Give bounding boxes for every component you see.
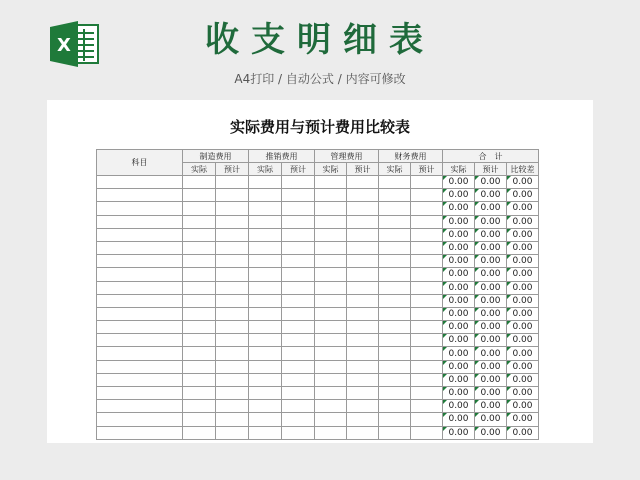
value-cell[interactable] xyxy=(183,347,216,360)
value-cell[interactable] xyxy=(347,373,379,386)
sub-header-diff: 比较差 xyxy=(507,163,539,176)
sub-header-forecast: 预计 xyxy=(282,163,315,176)
value-cell[interactable] xyxy=(216,347,249,360)
value-cell[interactable] xyxy=(379,281,411,294)
value-cell[interactable] xyxy=(183,215,216,228)
value-cell[interactable] xyxy=(411,202,443,215)
value-cell[interactable] xyxy=(411,241,443,254)
value-cell[interactable] xyxy=(216,413,249,426)
total-diff-cell[interactable]: 0.00 xyxy=(507,294,539,307)
value-cell[interactable] xyxy=(347,268,379,281)
value-cell[interactable] xyxy=(411,176,443,189)
value-cell[interactable] xyxy=(282,387,315,400)
value-cell[interactable] xyxy=(315,241,347,254)
value-cell[interactable] xyxy=(282,228,315,241)
total-actual-cell[interactable]: 0.00 xyxy=(443,387,475,400)
total-diff-cell[interactable]: 0.00 xyxy=(507,228,539,241)
value-cell[interactable] xyxy=(249,321,282,334)
value-cell[interactable] xyxy=(315,281,347,294)
subject-cell[interactable] xyxy=(97,387,183,400)
value-cell[interactable] xyxy=(411,413,443,426)
value-cell[interactable] xyxy=(379,400,411,413)
value-cell[interactable] xyxy=(315,255,347,268)
value-cell[interactable] xyxy=(315,202,347,215)
total-actual-cell[interactable]: 0.00 xyxy=(443,255,475,268)
total-forecast-cell[interactable]: 0.00 xyxy=(475,268,507,281)
total-actual-cell[interactable]: 0.00 xyxy=(443,400,475,413)
table-row xyxy=(97,228,539,241)
total-forecast-cell[interactable]: 0.00 xyxy=(475,294,507,307)
table-row xyxy=(97,268,539,281)
total-diff-cell[interactable]: 0.00 xyxy=(507,268,539,281)
value-cell[interactable] xyxy=(347,426,379,439)
subject-cell[interactable] xyxy=(97,255,183,268)
value-cell[interactable] xyxy=(379,228,411,241)
total-forecast-cell[interactable]: 0.00 xyxy=(475,373,507,386)
value-cell[interactable] xyxy=(379,360,411,373)
total-diff-cell[interactable]: 0.00 xyxy=(507,373,539,386)
value-cell[interactable] xyxy=(411,426,443,439)
value-cell[interactable] xyxy=(282,189,315,202)
total-diff-cell[interactable]: 0.00 xyxy=(507,307,539,320)
table-row xyxy=(97,426,539,439)
value-cell[interactable] xyxy=(183,202,216,215)
value-cell[interactable] xyxy=(183,189,216,202)
total-diff-cell[interactable]: 0.00 xyxy=(507,360,539,373)
total-diff-cell[interactable]: 0.00 xyxy=(507,347,539,360)
value-cell[interactable] xyxy=(282,426,315,439)
total-forecast-cell[interactable]: 0.00 xyxy=(475,215,507,228)
total-actual-cell[interactable]: 0.00 xyxy=(443,176,475,189)
value-cell[interactable] xyxy=(249,189,282,202)
value-cell[interactable] xyxy=(347,202,379,215)
subject-cell[interactable] xyxy=(97,241,183,254)
value-cell[interactable] xyxy=(347,360,379,373)
value-cell[interactable] xyxy=(216,189,249,202)
value-cell[interactable] xyxy=(282,268,315,281)
value-cell[interactable] xyxy=(411,387,443,400)
value-cell[interactable] xyxy=(379,294,411,307)
value-cell[interactable] xyxy=(249,387,282,400)
sub-header-actual: 实际 xyxy=(379,163,411,176)
total-diff-cell[interactable]: 0.00 xyxy=(507,413,539,426)
spreadsheet-preview xyxy=(47,100,593,443)
value-cell[interactable] xyxy=(183,176,216,189)
table-row xyxy=(97,241,539,254)
table-row xyxy=(97,202,539,215)
value-cell[interactable] xyxy=(411,268,443,281)
value-cell[interactable] xyxy=(379,202,411,215)
sub-header-actual: 实际 xyxy=(443,163,475,176)
value-cell[interactable] xyxy=(315,228,347,241)
value-cell[interactable] xyxy=(282,176,315,189)
header xyxy=(0,0,640,100)
table-row xyxy=(97,347,539,360)
value-cell[interactable] xyxy=(216,268,249,281)
value-cell[interactable] xyxy=(347,294,379,307)
subject-cell[interactable] xyxy=(97,268,183,281)
value-cell[interactable] xyxy=(249,307,282,320)
value-cell[interactable] xyxy=(411,321,443,334)
value-cell[interactable] xyxy=(249,400,282,413)
total-actual-cell[interactable]: 0.00 xyxy=(443,268,475,281)
value-cell[interactable] xyxy=(379,373,411,386)
table-row xyxy=(97,176,539,189)
total-forecast-cell[interactable]: 0.00 xyxy=(475,426,507,439)
value-cell[interactable] xyxy=(249,281,282,294)
value-cell[interactable] xyxy=(183,255,216,268)
value-cell[interactable] xyxy=(315,334,347,347)
total-diff-cell[interactable]: 0.00 xyxy=(507,241,539,254)
value-cell[interactable] xyxy=(282,413,315,426)
total-forecast-cell[interactable]: 0.00 xyxy=(475,321,507,334)
subject-cell[interactable] xyxy=(97,413,183,426)
value-cell[interactable] xyxy=(249,294,282,307)
total-header: 合 计 xyxy=(443,150,539,163)
value-cell[interactable] xyxy=(315,294,347,307)
value-cell[interactable] xyxy=(282,360,315,373)
value-cell[interactable] xyxy=(282,334,315,347)
total-forecast-cell[interactable]: 0.00 xyxy=(475,347,507,360)
value-cell[interactable] xyxy=(379,387,411,400)
value-cell[interactable] xyxy=(183,360,216,373)
value-cell[interactable] xyxy=(347,241,379,254)
sub-header-actual: 实际 xyxy=(315,163,347,176)
value-cell[interactable] xyxy=(347,307,379,320)
comparison-table xyxy=(96,149,539,440)
value-cell[interactable] xyxy=(347,189,379,202)
value-cell[interactable] xyxy=(282,215,315,228)
total-forecast-cell[interactable]: 0.00 xyxy=(475,387,507,400)
value-cell[interactable] xyxy=(315,189,347,202)
value-cell[interactable] xyxy=(347,228,379,241)
total-actual-cell[interactable]: 0.00 xyxy=(443,294,475,307)
table-row xyxy=(97,400,539,413)
total-forecast-cell[interactable]: 0.00 xyxy=(475,189,507,202)
table-row xyxy=(97,307,539,320)
value-cell[interactable] xyxy=(249,176,282,189)
page-title: 收支明细表 xyxy=(205,20,435,60)
value-cell[interactable] xyxy=(347,281,379,294)
total-actual-cell[interactable]: 0.00 xyxy=(443,281,475,294)
value-cell[interactable] xyxy=(282,241,315,254)
table-row xyxy=(97,373,539,386)
value-cell[interactable] xyxy=(347,413,379,426)
value-cell[interactable] xyxy=(379,334,411,347)
value-cell[interactable] xyxy=(183,228,216,241)
total-diff-cell[interactable]: 0.00 xyxy=(507,387,539,400)
total-forecast-cell[interactable]: 0.00 xyxy=(475,334,507,347)
category-header: 制造费用 xyxy=(183,150,249,163)
value-cell[interactable] xyxy=(379,241,411,254)
value-cell[interactable] xyxy=(216,387,249,400)
sheet-title: 实际费用与预计费用比较表 xyxy=(229,118,410,136)
table-row xyxy=(97,281,539,294)
value-cell[interactable] xyxy=(216,215,249,228)
value-cell[interactable] xyxy=(249,360,282,373)
value-cell[interactable] xyxy=(347,334,379,347)
value-cell[interactable] xyxy=(411,228,443,241)
subject-cell[interactable] xyxy=(97,360,183,373)
sub-header-actual: 实际 xyxy=(183,163,216,176)
value-cell[interactable] xyxy=(216,360,249,373)
value-cell[interactable] xyxy=(379,176,411,189)
subject-cell[interactable] xyxy=(97,294,183,307)
value-cell[interactable] xyxy=(282,255,315,268)
value-cell[interactable] xyxy=(183,387,216,400)
total-diff-cell[interactable]: 0.00 xyxy=(507,202,539,215)
value-cell[interactable] xyxy=(183,307,216,320)
value-cell[interactable] xyxy=(183,413,216,426)
value-cell[interactable] xyxy=(411,189,443,202)
total-forecast-cell[interactable]: 0.00 xyxy=(475,413,507,426)
total-diff-cell[interactable]: 0.00 xyxy=(507,255,539,268)
subject-cell[interactable] xyxy=(97,202,183,215)
total-actual-cell[interactable]: 0.00 xyxy=(443,334,475,347)
value-cell[interactable] xyxy=(282,373,315,386)
total-diff-cell[interactable]: 0.00 xyxy=(507,426,539,439)
value-cell[interactable] xyxy=(347,255,379,268)
value-cell[interactable] xyxy=(379,426,411,439)
value-cell[interactable] xyxy=(249,268,282,281)
total-forecast-cell[interactable]: 0.00 xyxy=(475,176,507,189)
value-cell[interactable] xyxy=(379,321,411,334)
sub-header-forecast: 预计 xyxy=(475,163,507,176)
value-cell[interactable] xyxy=(347,387,379,400)
value-cell[interactable] xyxy=(315,387,347,400)
subject-cell[interactable] xyxy=(97,334,183,347)
value-cell[interactable] xyxy=(411,347,443,360)
sub-header-forecast: 预计 xyxy=(411,163,443,176)
table-row xyxy=(97,189,539,202)
value-cell[interactable] xyxy=(315,268,347,281)
table-row xyxy=(97,387,539,400)
excel-logo-icon xyxy=(48,19,100,69)
value-cell[interactable] xyxy=(282,294,315,307)
value-cell[interactable] xyxy=(379,268,411,281)
value-cell[interactable] xyxy=(216,307,249,320)
total-diff-cell[interactable]: 0.00 xyxy=(507,176,539,189)
value-cell[interactable] xyxy=(315,215,347,228)
value-cell[interactable] xyxy=(347,400,379,413)
total-diff-cell[interactable]: 0.00 xyxy=(507,321,539,334)
value-cell[interactable] xyxy=(282,307,315,320)
value-cell[interactable] xyxy=(347,321,379,334)
total-diff-cell[interactable]: 0.00 xyxy=(507,334,539,347)
total-actual-cell[interactable]: 0.00 xyxy=(443,202,475,215)
value-cell[interactable] xyxy=(411,255,443,268)
total-actual-cell[interactable]: 0.00 xyxy=(443,228,475,241)
table-row xyxy=(97,360,539,373)
subject-cell[interactable] xyxy=(97,400,183,413)
total-diff-cell[interactable]: 0.00 xyxy=(507,215,539,228)
table-body xyxy=(97,176,539,440)
value-cell[interactable] xyxy=(411,307,443,320)
value-cell[interactable] xyxy=(249,228,282,241)
value-cell[interactable] xyxy=(249,347,282,360)
value-cell[interactable] xyxy=(249,255,282,268)
value-cell[interactable] xyxy=(216,176,249,189)
sub-header-forecast: 预计 xyxy=(347,163,379,176)
value-cell[interactable] xyxy=(183,281,216,294)
value-cell[interactable] xyxy=(411,400,443,413)
value-cell[interactable] xyxy=(183,321,216,334)
subject-cell[interactable] xyxy=(97,426,183,439)
value-cell[interactable] xyxy=(379,347,411,360)
total-forecast-cell[interactable]: 0.00 xyxy=(475,241,507,254)
value-cell[interactable] xyxy=(216,255,249,268)
total-forecast-cell[interactable]: 0.00 xyxy=(475,281,507,294)
value-cell[interactable] xyxy=(249,413,282,426)
value-cell[interactable] xyxy=(315,426,347,439)
sub-header-actual: 实际 xyxy=(249,163,282,176)
value-cell[interactable] xyxy=(183,373,216,386)
table-row xyxy=(97,215,539,228)
category-header: 管理费用 xyxy=(315,150,379,163)
value-cell[interactable] xyxy=(315,347,347,360)
category-header: 推销费用 xyxy=(249,150,315,163)
value-cell[interactable] xyxy=(282,347,315,360)
table-row xyxy=(97,255,539,268)
subject-cell[interactable] xyxy=(97,281,183,294)
value-cell[interactable] xyxy=(347,347,379,360)
subject-cell[interactable] xyxy=(97,215,183,228)
value-cell[interactable] xyxy=(216,228,249,241)
total-forecast-cell[interactable]: 0.00 xyxy=(475,202,507,215)
value-cell[interactable] xyxy=(411,360,443,373)
value-cell[interactable] xyxy=(315,373,347,386)
value-cell[interactable] xyxy=(249,241,282,254)
svg-text:X: X xyxy=(57,35,71,56)
value-cell[interactable] xyxy=(216,426,249,439)
category-header: 财务费用 xyxy=(379,150,443,163)
value-cell[interactable] xyxy=(379,255,411,268)
value-cell[interactable] xyxy=(379,189,411,202)
value-cell[interactable] xyxy=(183,426,216,439)
value-cell[interactable] xyxy=(379,215,411,228)
value-cell[interactable] xyxy=(183,268,216,281)
value-cell[interactable] xyxy=(216,202,249,215)
value-cell[interactable] xyxy=(216,400,249,413)
value-cell[interactable] xyxy=(315,321,347,334)
value-cell[interactable] xyxy=(379,413,411,426)
value-cell[interactable] xyxy=(216,294,249,307)
sub-header-forecast: 预计 xyxy=(216,163,249,176)
value-cell[interactable] xyxy=(249,215,282,228)
total-actual-cell[interactable]: 0.00 xyxy=(443,189,475,202)
value-cell[interactable] xyxy=(315,360,347,373)
value-cell[interactable] xyxy=(282,321,315,334)
total-actual-cell[interactable]: 0.00 xyxy=(443,241,475,254)
value-cell[interactable] xyxy=(249,373,282,386)
value-cell[interactable] xyxy=(347,176,379,189)
value-cell[interactable] xyxy=(315,413,347,426)
value-cell[interactable] xyxy=(249,202,282,215)
value-cell[interactable] xyxy=(216,373,249,386)
subject-header: 科目 xyxy=(97,150,183,176)
value-cell[interactable] xyxy=(411,215,443,228)
value-cell[interactable] xyxy=(216,281,249,294)
value-cell[interactable] xyxy=(411,281,443,294)
value-cell[interactable] xyxy=(282,281,315,294)
total-diff-cell[interactable]: 0.00 xyxy=(507,400,539,413)
table-row xyxy=(97,334,539,347)
value-cell[interactable] xyxy=(183,241,216,254)
total-forecast-cell[interactable]: 0.00 xyxy=(475,228,507,241)
value-cell[interactable] xyxy=(315,176,347,189)
value-cell[interactable] xyxy=(282,202,315,215)
subject-cell[interactable] xyxy=(97,176,183,189)
total-actual-cell[interactable]: 0.00 xyxy=(443,426,475,439)
total-actual-cell[interactable]: 0.00 xyxy=(443,307,475,320)
total-actual-cell[interactable]: 0.00 xyxy=(443,215,475,228)
subject-cell[interactable] xyxy=(97,228,183,241)
total-diff-cell[interactable]: 0.00 xyxy=(507,281,539,294)
value-cell[interactable] xyxy=(183,334,216,347)
total-actual-cell[interactable]: 0.00 xyxy=(443,413,475,426)
total-actual-cell[interactable]: 0.00 xyxy=(443,373,475,386)
subject-cell[interactable] xyxy=(97,373,183,386)
table-row xyxy=(97,321,539,334)
value-cell[interactable] xyxy=(216,321,249,334)
value-cell[interactable] xyxy=(282,400,315,413)
value-cell[interactable] xyxy=(216,241,249,254)
page-subtitle: A4打印 / 自动公式 / 内容可修改 xyxy=(234,72,406,86)
value-cell[interactable] xyxy=(379,307,411,320)
total-diff-cell[interactable]: 0.00 xyxy=(507,189,539,202)
value-cell[interactable] xyxy=(183,294,216,307)
table-row xyxy=(97,413,539,426)
subject-cell[interactable] xyxy=(97,189,183,202)
value-cell[interactable] xyxy=(315,400,347,413)
total-actual-cell[interactable]: 0.00 xyxy=(443,347,475,360)
value-cell[interactable] xyxy=(411,294,443,307)
total-forecast-cell[interactable]: 0.00 xyxy=(475,307,507,320)
value-cell[interactable] xyxy=(347,215,379,228)
value-cell[interactable] xyxy=(249,334,282,347)
value-cell[interactable] xyxy=(411,373,443,386)
total-actual-cell[interactable]: 0.00 xyxy=(443,321,475,334)
value-cell[interactable] xyxy=(411,334,443,347)
subject-cell[interactable] xyxy=(97,321,183,334)
value-cell[interactable] xyxy=(249,426,282,439)
value-cell[interactable] xyxy=(216,334,249,347)
total-forecast-cell[interactable]: 0.00 xyxy=(475,255,507,268)
value-cell[interactable] xyxy=(183,400,216,413)
total-forecast-cell[interactable]: 0.00 xyxy=(475,400,507,413)
subject-cell[interactable] xyxy=(97,347,183,360)
subject-cell[interactable] xyxy=(97,307,183,320)
table-row xyxy=(97,294,539,307)
value-cell[interactable] xyxy=(315,307,347,320)
total-actual-cell[interactable]: 0.00 xyxy=(443,360,475,373)
total-forecast-cell[interactable]: 0.00 xyxy=(475,360,507,373)
